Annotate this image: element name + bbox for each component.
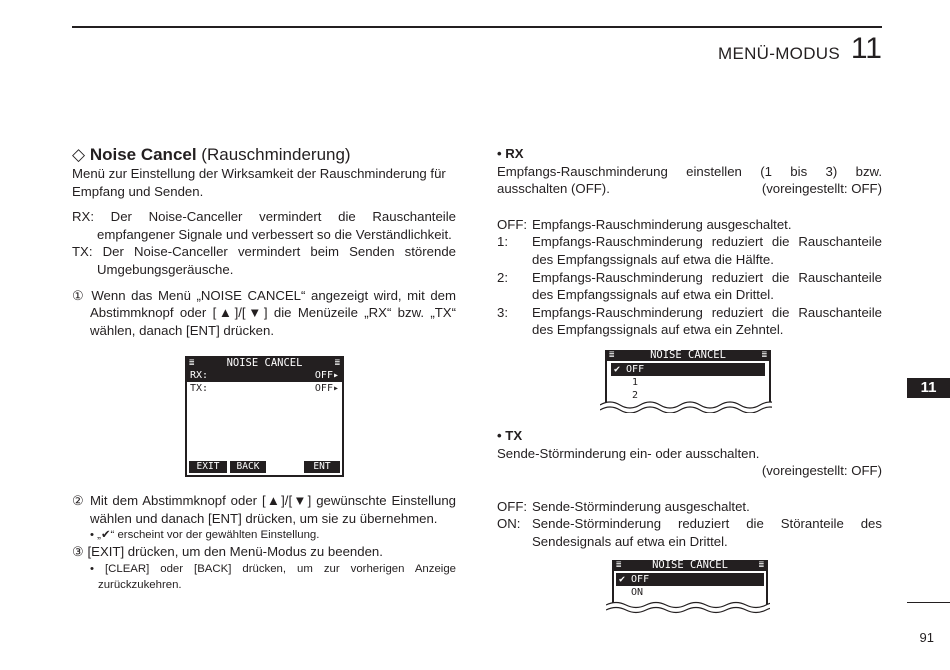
menu-icon: ≣ bbox=[761, 350, 767, 360]
header-rule bbox=[72, 26, 882, 28]
menu-icon: ≣ bbox=[189, 358, 195, 368]
step-2-note: • „✔“ erscheint vor der gewählten Einstellung. bbox=[90, 529, 320, 542]
tx-item bbox=[497, 515, 882, 550]
row-label: TX: bbox=[190, 383, 209, 394]
intro-text: Menü zur Einstellung der Wirksamkeit der Rauschminderung für Empfang und Senden. bbox=[72, 166, 446, 199]
menu-icon: ≣ bbox=[616, 560, 622, 570]
section-title bbox=[72, 145, 456, 165]
softkey-bar bbox=[189, 461, 340, 473]
side-rule bbox=[907, 602, 950, 603]
section-title-bold: Noise Cancel bbox=[89, 145, 197, 164]
rx-item bbox=[497, 304, 882, 339]
rx-item bbox=[497, 216, 882, 234]
screen-title-bar bbox=[614, 560, 766, 571]
tx-heading: • TX bbox=[497, 428, 523, 443]
screen-row-tx bbox=[187, 382, 342, 395]
chapter-number: 11 bbox=[850, 32, 882, 65]
tx-default: (voreingestellt: OFF) bbox=[761, 463, 882, 479]
item-text: Empfangs-Rauschminderung ausgeschaltet. bbox=[532, 216, 792, 232]
torn-edge bbox=[600, 399, 772, 413]
item-text: Sende-Störminderung reduziert die Störanteile des Sendesignals auf etwa ein Drittel. bbox=[532, 516, 882, 549]
step-2: ② Mit dem Abstimmknopf oder [▲]/[▼] gewünschte Einstellung wählen und danach [ENT] drücken, um sie zu übernehmen. bbox=[72, 493, 456, 526]
screen-title-bar bbox=[607, 350, 769, 361]
rx-default: (voreingestellt: OFF) bbox=[761, 181, 882, 197]
screen-option: ON bbox=[631, 587, 644, 598]
item-text: Empfangs-Rauschminderung reduziert die Rauschanteile des Empfangssignals auf etwa die Hälfte. bbox=[532, 234, 882, 267]
item-text: Empfangs-Rauschminderung reduziert die Rauschanteile des Empfangssignals auf etwa ein Zehntel. bbox=[532, 304, 882, 338]
chapter-side-tab: 11 bbox=[907, 378, 950, 398]
item-key: 3: bbox=[497, 304, 508, 320]
screen-option: 2 bbox=[632, 390, 639, 401]
screen-title-bar bbox=[187, 358, 342, 369]
item-key: 2: bbox=[497, 269, 508, 285]
diamond-icon: ◇ bbox=[72, 145, 86, 164]
row-label: RX: bbox=[190, 370, 209, 381]
screen-title: NOISE CANCEL bbox=[650, 349, 726, 361]
item-text: Sende-Störminderung ausgeschaltet. bbox=[532, 498, 750, 514]
menu-icon: ≣ bbox=[334, 358, 340, 368]
menu-icon: ≣ bbox=[758, 560, 764, 570]
screen-option-selected: ✔ OFF bbox=[611, 363, 765, 376]
item-key: OFF: bbox=[497, 216, 528, 232]
item-text: Empfangs-Rauschminderung reduziert die Rauschanteile des Empfangssignals auf etwa ein Drittel. bbox=[532, 269, 882, 303]
screen-option-selected: ✔ OFF bbox=[616, 573, 764, 586]
item-key: ON: bbox=[497, 516, 521, 532]
rx-heading: • RX bbox=[497, 146, 524, 161]
softkey-back: BACK bbox=[230, 461, 266, 473]
rx-intro: Empfangs-Rauschminderung einstellen (1 bis 3) bzw. ausschalten (OFF). bbox=[497, 163, 882, 197]
rx-section bbox=[497, 145, 882, 339]
row-value: OFF▸ bbox=[314, 383, 339, 394]
tx-intro: Sende-Störminderung ein- oder ausschalten. bbox=[497, 445, 760, 461]
softkey-exit: EXIT bbox=[189, 461, 227, 473]
rx-description: RX: Der Noise-Canceller vermindert die Rauschanteile empfangener Signale und verbessert so die Verständlichkeit. bbox=[72, 209, 456, 242]
item-key: 1: bbox=[497, 234, 508, 250]
row-value: OFF▸ bbox=[314, 370, 339, 381]
rx-item bbox=[497, 233, 882, 268]
noise-cancel-screen bbox=[185, 356, 344, 477]
step-3: ③ [EXIT] drücken, um den Menü-Modus zu beenden. bbox=[72, 544, 383, 560]
rx-item bbox=[497, 269, 882, 304]
section-title-rest: (Rauschminderung) bbox=[196, 145, 351, 164]
left-column bbox=[72, 145, 456, 339]
step-3-note: • [CLEAR] oder [BACK] drücken, um zur vorherigen Anzeige zurückzukehren. bbox=[90, 562, 456, 591]
tx-description: TX: Der Noise-Canceller vermindert beim Senden störende Umgebungsgeräusche. bbox=[72, 244, 456, 277]
screen-option: 1 bbox=[632, 377, 639, 388]
left-steps bbox=[72, 492, 456, 593]
item-key: OFF: bbox=[497, 498, 528, 514]
menu-icon: ≣ bbox=[609, 350, 615, 360]
page-number: 91 bbox=[919, 630, 934, 645]
chapter-title: MENÜ-MODUS bbox=[718, 44, 840, 63]
screen-row-rx bbox=[187, 369, 342, 382]
softkey-ent: ENT bbox=[304, 461, 340, 473]
torn-edge bbox=[606, 600, 770, 614]
tx-section bbox=[497, 427, 882, 551]
screen-title: NOISE CANCEL bbox=[652, 559, 728, 571]
tx-item bbox=[497, 498, 882, 516]
screen-title: NOISE CANCEL bbox=[226, 357, 303, 369]
step-1: ① Wenn das Menü „NOISE CANCEL“ angezeigt wird, mit dem Abstimmknopf oder [▲]/[▼] die Menüzeile „RX“ bzw. „TX“ wählen, danach [ENT] drücken. bbox=[72, 287, 456, 338]
